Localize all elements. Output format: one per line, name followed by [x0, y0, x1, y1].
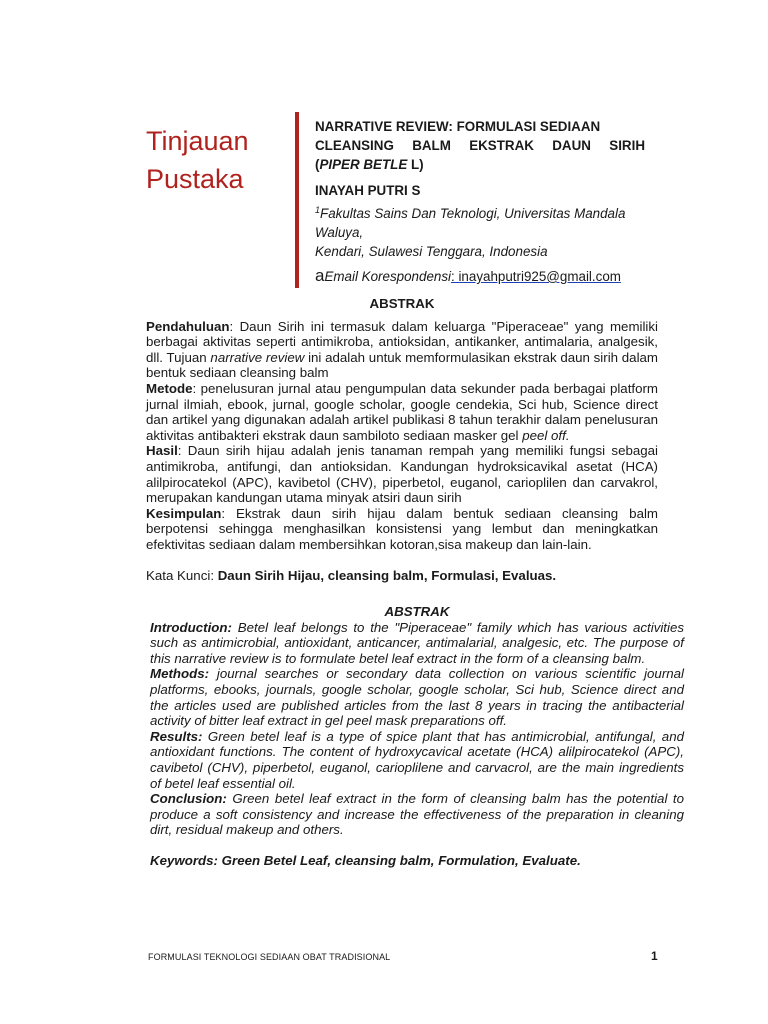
- keywords-line: Keywords: Green Betel Leaf, cleansing balm, Formulation, Evaluate.: [150, 852, 581, 868]
- hasil-text: : Daun sirih hijau adalah jenis tanaman rempah yang memiliki fungsi sebagai antimikroba, antifungi, dan antioksidan. Kandungan hydroksicavikal asetat (HCA) alilpirocatekol (APC), kavibetol (CHV), piperbetol, euganol, carioplilen dan carvakrol, merupakan kandungan utama minyak atsiri daun sirih: [146, 443, 658, 506]
- section-title: [146, 122, 249, 198]
- pendahuluan-paragraph: [146, 319, 658, 381]
- metode-text: : penelusuran jurnal atau pengumpulan data sekunder pada berbagai platform jurnal ilmiah, ebook, jurnal, google scholar, google cendekia, Sci hub, Science direct dan artikel yang digunakan adalah artikel publikasi 8 tahun terakhir dalam penelusuran aktivitas antibakteri ekstrak daun sambiloto sediaan masker gel: [146, 380, 658, 443]
- pendahuluan-text-a: : Daun Sirih ini termasuk dalam keluarga "Piperaceae" yang memiliki berbagai aktivitas seperti antimikroba, antioksidan, antikanker, antimalaria, analgesik, dll. Tujuan: [146, 318, 658, 365]
- kata-kunci-terms: Daun Sirih Hijau, cleansing balm, Formulasi, Evaluas.: [217, 567, 557, 583]
- conclusion-label: Conclusion:: [150, 791, 227, 807]
- article-header: [315, 117, 645, 286]
- author-name: INAYAH PUTRI S: [315, 183, 421, 198]
- affiliation: [315, 204, 645, 261]
- email-link[interactable]: : inayahputri925@gmail.com: [451, 269, 621, 284]
- methods-text: journal searches or secondary data collection on various scientific journal platforms, ebooks, journals, google scholar, google scholar, Sci hub, Science direct and the articles used are published articles from the last 8 years in tracing the antibacterial activity of bitter leaf extract in gel peel mask preparations off.: [150, 666, 684, 729]
- email-line: [315, 266, 645, 286]
- email-lead: a: [315, 266, 325, 285]
- kata-kunci-line: [146, 568, 658, 584]
- pendahuluan-text-b: ini adalah untuk memformulasikan ekstrak daun sirih dalam bentuk sediaan cleansing balm: [146, 349, 659, 381]
- running-footer: FORMULASI TEKNOLOGI SEDIAAN OBAT TRADISIONAL: [148, 952, 391, 962]
- methods-paragraph: [150, 666, 684, 728]
- methods-label: Methods:: [150, 666, 210, 682]
- abstract-english: [150, 604, 684, 869]
- results-label: Results:: [150, 728, 203, 744]
- kesimpulan-paragraph: [146, 506, 658, 553]
- section-title-line-1: Tinjauan: [146, 126, 249, 156]
- abstract-indonesian: [146, 296, 658, 583]
- pendahuluan-label: Pendahuluan: [146, 318, 230, 334]
- section-title-line-2: Pustaka: [146, 164, 244, 194]
- hasil-paragraph: [146, 443, 658, 505]
- metode-italic: peel off.: [522, 427, 570, 443]
- article-title-line-2: CLEANSING BALM EKSTRAK DAUN SIRIH: [315, 138, 645, 153]
- introduction-label: Introduction:: [150, 619, 232, 635]
- affiliation-marker: 1: [315, 205, 321, 215]
- abstract-en-heading: ABSTRAK: [384, 604, 450, 619]
- metode-label: Metode: [146, 380, 193, 396]
- metode-paragraph: [146, 381, 658, 443]
- kata-kunci-label: Kata Kunci: [146, 567, 211, 583]
- article-title-line-1: NARRATIVE REVIEW: FORMULASI SEDIAAN: [315, 119, 601, 134]
- results-paragraph: [150, 729, 684, 791]
- conclusion-paragraph: [150, 791, 684, 838]
- kata-kunci-colon: :: [210, 567, 218, 583]
- page-number: 1: [651, 949, 658, 963]
- introduction-paragraph: [150, 620, 684, 667]
- introduction-text: Betel leaf belongs to the "Piperaceae" family which has various activities such as antimicrobial, antioxidant, anticancer, antimalarial, analgesic, etc. The purpose of this narrative review is to formulate betel leaf extract in the form of a cleansing balm.: [150, 619, 684, 666]
- abstract-heading: ABSTRAK: [369, 296, 435, 311]
- article-title: [315, 117, 645, 174]
- article-title-close: L): [407, 157, 424, 172]
- pendahuluan-italic: narrative review: [210, 349, 305, 365]
- email-label: Email Korespondensi: [324, 269, 452, 284]
- vertical-divider: [295, 112, 299, 288]
- results-text: Green betel leaf is a type of spice plant that has antimicrobial, antifungal, and antioxidant functions. The content of hydroxycavical acetate (HCA) alilpirocatekol (APC), cavibetol (CHV), piperbetol, euganol, carioplilene and carvacrol, are the main ingredients of betel leaf essential oil.: [150, 728, 684, 791]
- hasil-label: Hasil: [146, 443, 178, 459]
- article-title-open-paren: (: [315, 157, 320, 172]
- species-name: PIPER BETLE: [319, 157, 408, 172]
- kesimpulan-text: : Ekstrak daun sirih hijau dalam bentuk sediaan cleansing balm berpotensi sehingga menghasilkan konsistensi yang lembut dan meningkatkan efektivitas sediaan dalam membersihkan kotoran,sisa makeup dan lain-lain.: [146, 505, 658, 552]
- kesimpulan-label: Kesimpulan: [146, 505, 222, 521]
- affiliation-line-2: Kendari, Sulawesi Tenggara, Indonesia: [315, 244, 548, 259]
- affiliation-line-1: Fakultas Sains Dan Teknologi, Universitas Mandala Waluya,: [315, 206, 626, 240]
- conclusion-text: Green betel leaf extract in the form of cleansing balm has the potential to produce a soft consistency and increase the effectiveness of the preparation in cleaning dirt, residual makeup and others.: [150, 791, 684, 838]
